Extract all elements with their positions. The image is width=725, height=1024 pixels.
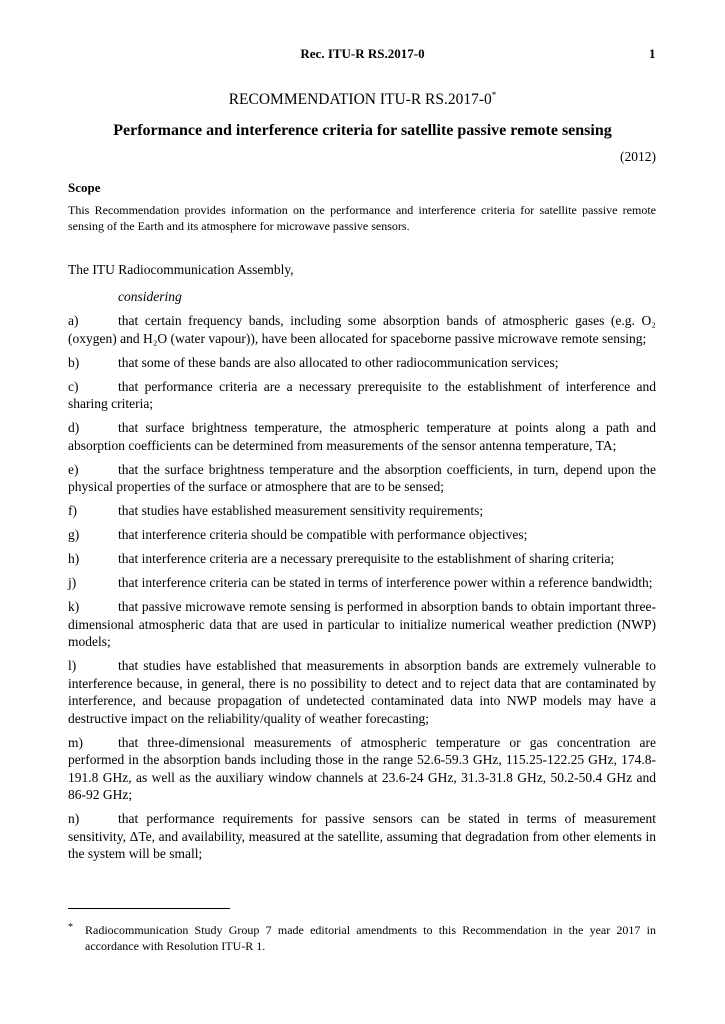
- item-label: j): [68, 575, 77, 590]
- running-title: Rec. ITU-R RS.2017-0: [300, 46, 425, 61]
- item-label: f): [68, 503, 77, 518]
- item-text: that certain frequency bands, including some absorption bands of atmospheric gases (e.g. O₂ (oxygen) and H₂O (water vapour)), have been allocated for spaceborne passive microwave remote sensing;: [68, 313, 656, 346]
- list-item: [68, 419, 656, 454]
- scope-heading: Scope: [68, 180, 101, 195]
- item-text: that the surface brightness temperature and the absorption coefficients, in turn, depend upon the physical properties of the surface or atmosphere that are to be sensed;: [68, 461, 656, 494]
- item-text: that interference criteria are a necessary prerequisite to the establishment of sharing criteria;: [118, 551, 615, 566]
- item-text: that interference criteria should be compatible with performance objectives;: [118, 527, 528, 542]
- item-label: c): [68, 378, 79, 394]
- page-number: 1: [649, 46, 656, 61]
- item-label: e): [68, 461, 79, 477]
- list-item: [68, 598, 656, 651]
- footnote: [68, 922, 656, 954]
- list-item: [68, 312, 656, 347]
- item-label: h): [68, 551, 80, 566]
- document-subject: Performance and interference criteria for satellite passive remote sensing: [113, 122, 612, 139]
- running-header: [0, 46, 725, 64]
- footnote-divider: [68, 908, 230, 909]
- considering-heading: considering: [118, 289, 182, 304]
- list-item: [68, 734, 656, 804]
- item-label: m): [68, 734, 83, 750]
- recommendation-title: [0, 90, 725, 109]
- list-item: [68, 574, 656, 592]
- item-text: that interference criteria can be stated in terms of interference power within a reference bandwidth;: [118, 575, 653, 590]
- item-text: that surface brightness temperature, the atmospheric temperature at points along a path and absorption coefficients can be determined from measurements of the sensor antenna temperature, TA;: [68, 420, 656, 453]
- list-item: [68, 461, 656, 496]
- item-text: that three-dimensional measurements of atmospheric temperature or gas concentration are performed in the absorption bands including those in the range 52.6-59.3 GHz, 115.25-122.25 GHz, 174.8-191.8 GHz, as well as the auxiliary window channels at 23.6-24 GHz, 31.3-31.8 GHz, 50.2-50.4 GHz and 86-92 GHz;: [68, 734, 656, 802]
- list-item: [68, 378, 656, 413]
- item-label: g): [68, 527, 80, 542]
- recommendation-number: RECOMMENDATION ITU-R RS.2017-0: [228, 91, 492, 109]
- list-item: [68, 657, 656, 727]
- item-label: l): [68, 658, 77, 673]
- item-label: d): [68, 420, 80, 435]
- considering-list: [68, 312, 656, 869]
- list-item: [68, 550, 656, 568]
- item-label: n): [68, 811, 80, 826]
- item-label: k): [68, 599, 80, 614]
- item-text: that studies have established measurement sensitivity requirements;: [118, 503, 484, 518]
- list-item: [68, 502, 656, 520]
- title-footnote-marker: *: [491, 90, 497, 100]
- item-text: that performance requirements for passive sensors can be stated in terms of measurement sensitivity, ΔTe, and availability, measured at the satellite, assuming that degradation from other elements in the system will be small;: [68, 811, 656, 861]
- item-text: that studies have established that measurements in absorption bands are extremely vulnerable to interference because, in general, there is no possibility to detect and to reject data that are contaminated by interference, and because propagation of undetected contaminated data into NWP models may have a destructive impact on the reliability/quality of weather forecasting;: [68, 658, 656, 726]
- list-item: [68, 526, 656, 544]
- footnote-marker: *: [68, 922, 73, 933]
- list-item: [68, 354, 656, 372]
- list-item: [68, 810, 656, 863]
- item-text: that performance criteria are a necessary prerequisite to the establishment of interference and sharing criteria;: [68, 378, 656, 411]
- item-label: a): [68, 313, 79, 328]
- item-text: that passive microwave remote sensing is performed in absorption bands to obtain important three-dimensional atmospheric data that are used in particular to initialize numerical weather prediction (NWP) models;: [68, 599, 656, 649]
- assembly-line: The ITU Radiocommunication Assembly,: [68, 262, 294, 277]
- item-text: that some of these bands are also allocated to other radiocommunication services;: [118, 354, 559, 370]
- scope-text: This Recommendation provides information on the performance and interference criteria for satellite passive remote sensing of the Earth and its atmosphere for microwave passive sensors.: [68, 203, 656, 233]
- item-label: b): [68, 354, 80, 370]
- footnote-text: Radiocommunication Study Group 7 made editorial amendments to this Recommendation in the year 2017 in accordance with Resolution ITU-R 1.: [85, 923, 656, 953]
- document-year: (2012): [620, 149, 656, 164]
